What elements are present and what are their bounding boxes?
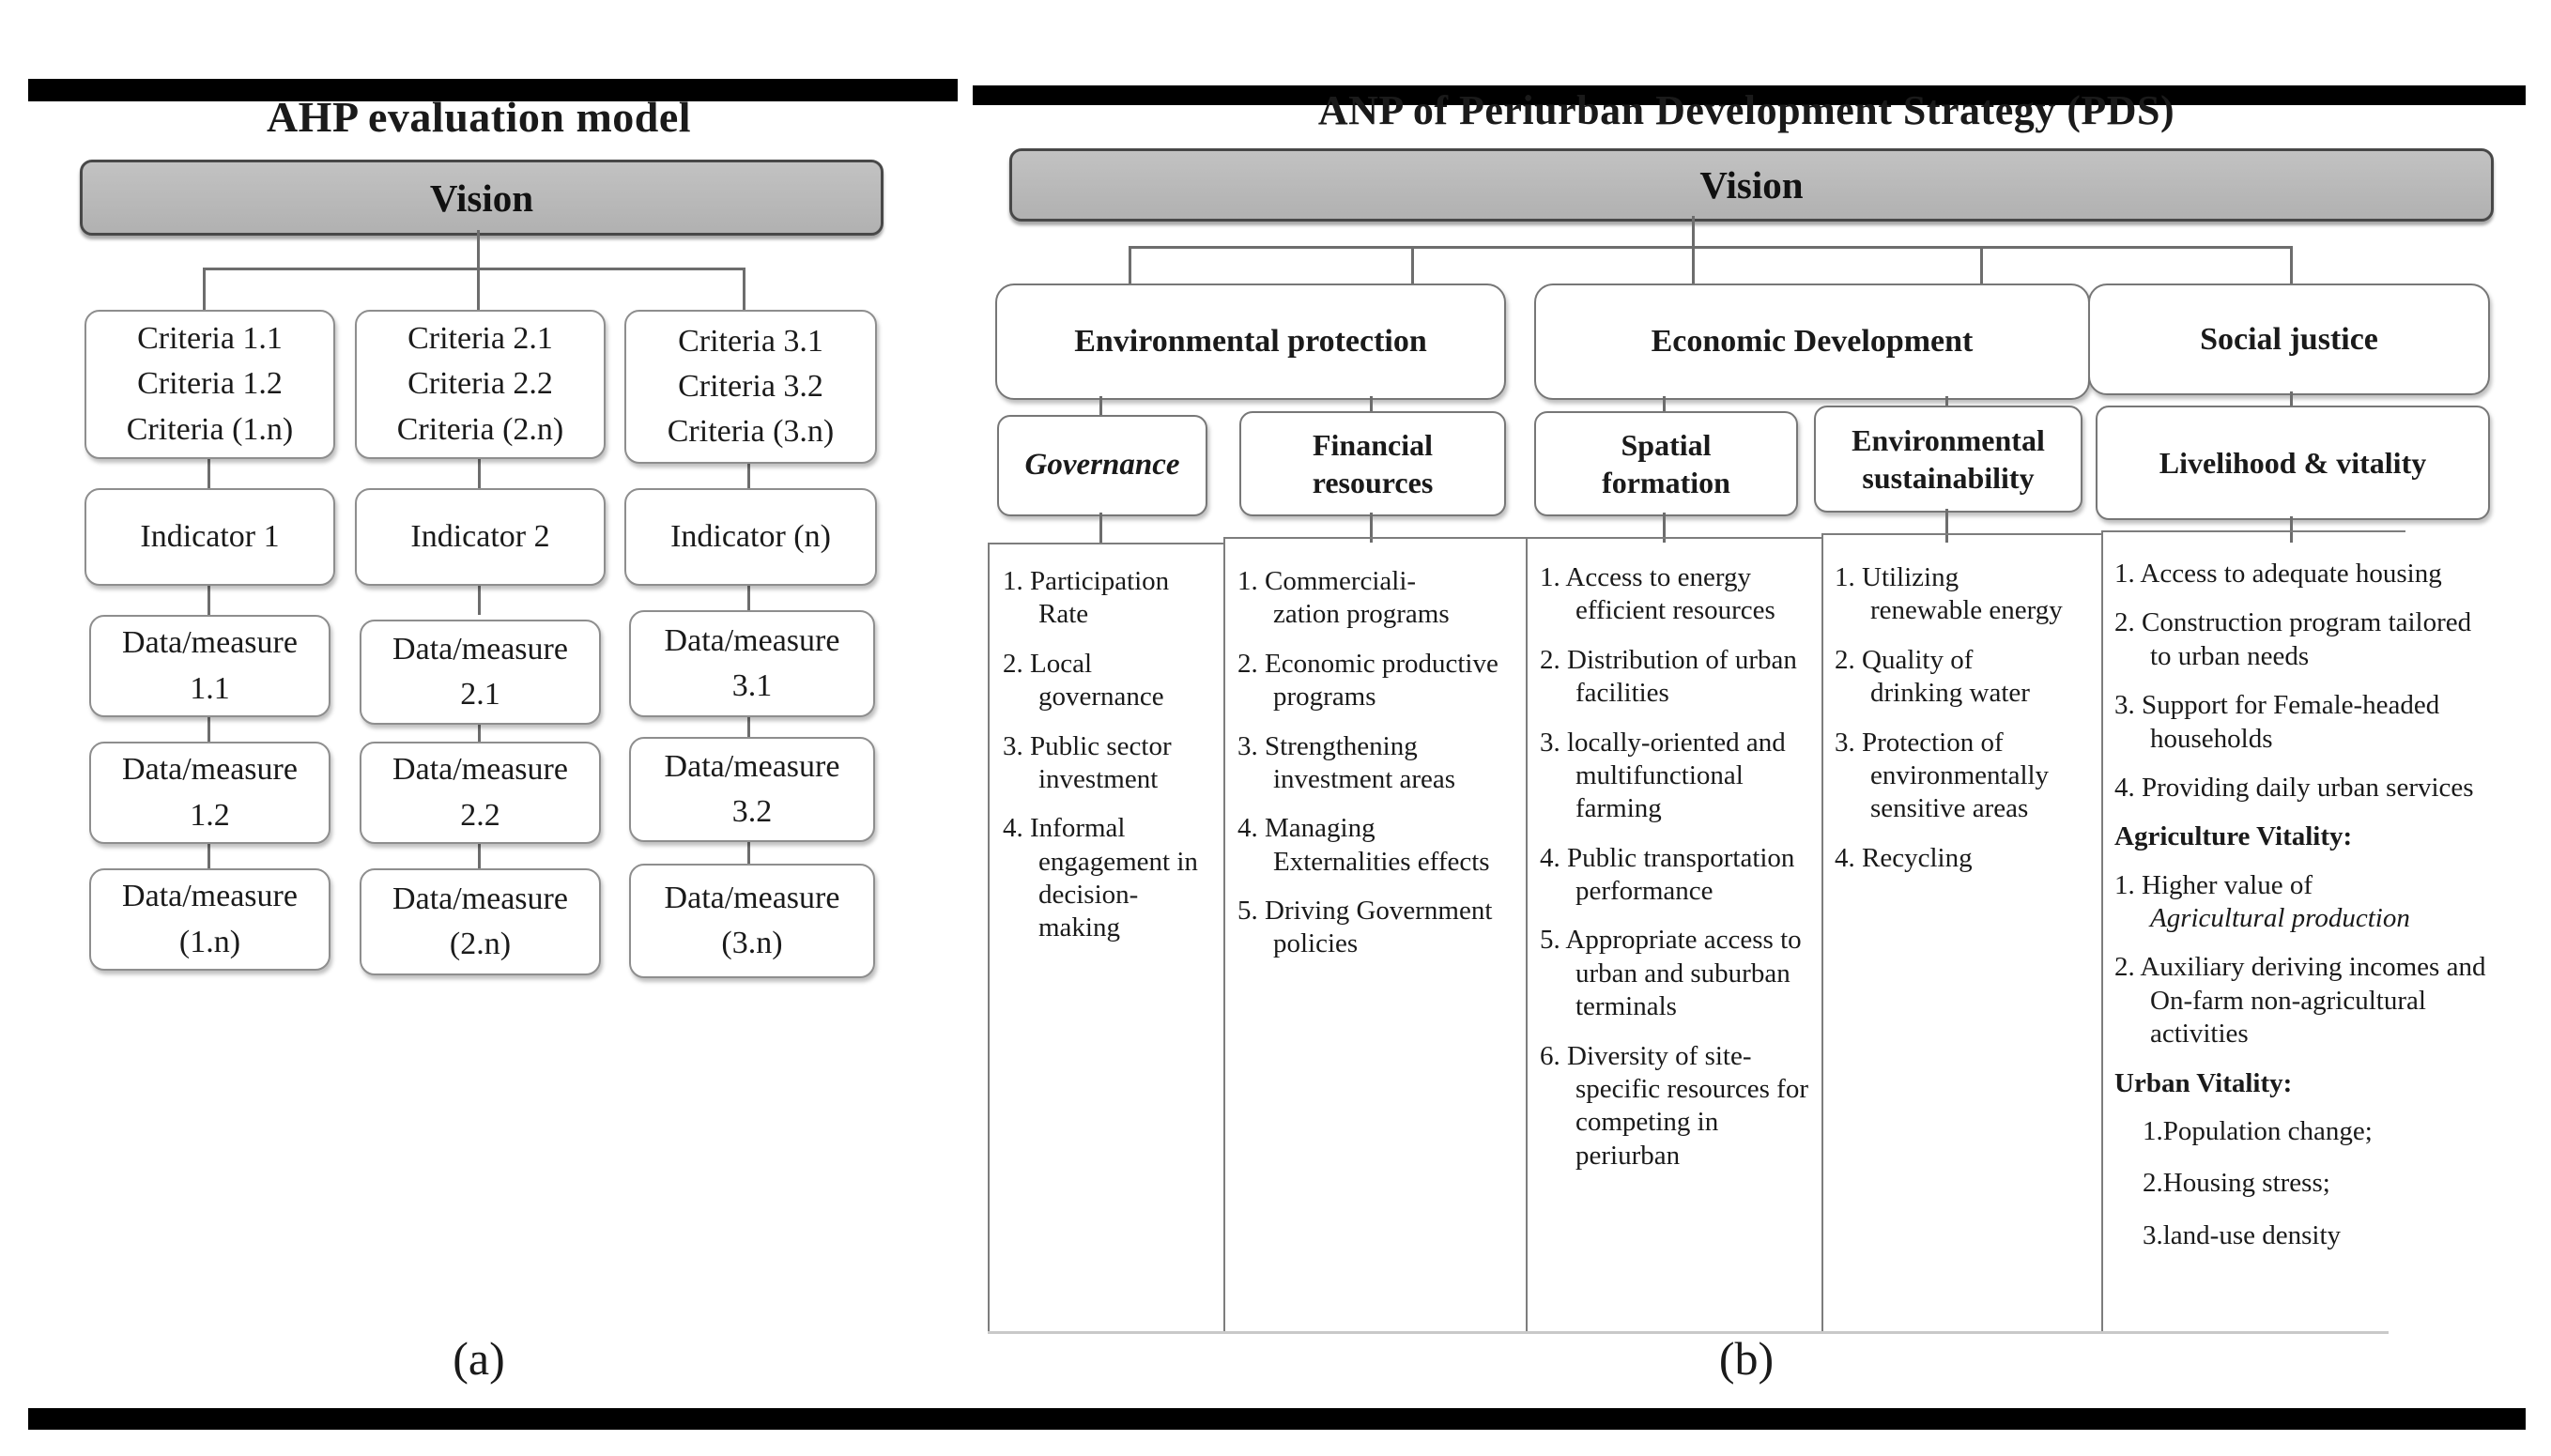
data-line: 3.1: [731, 668, 773, 703]
list-item-number: 2.: [1003, 648, 1030, 679]
connector-line: [1099, 513, 1102, 543]
strategy-box-environmental-protection: [995, 284, 1506, 400]
criteria-line: Criteria 3.1: [678, 323, 823, 359]
list-item: [1540, 644, 1814, 711]
list-item-number: 1.: [1540, 562, 1566, 592]
indicator-box-1: [85, 488, 335, 586]
list-item-text: Commerciali- zation programs: [1265, 566, 1450, 630]
list-item-text: Participation Rate: [1030, 566, 1170, 630]
list-item: [2114, 951, 2490, 1050]
data-line: (2.n): [449, 927, 512, 961]
table-border: [2101, 530, 2103, 1333]
list-item-number: 4.: [1540, 842, 1567, 873]
list-item-text: Support for Female-headed households: [2142, 690, 2440, 754]
table-border: [1526, 537, 1528, 1333]
anp-vision-label: Vision: [1699, 163, 1804, 207]
connector-line: [477, 268, 480, 310]
table-border: [1526, 537, 1823, 539]
list-item-text: Higher value of Agricultural production: [2142, 869, 2410, 933]
list-item-text: Providing daily urban services: [2142, 772, 2474, 803]
cluster-box-environmental-sustainability: [1814, 406, 2082, 513]
list-item: [2114, 869, 2490, 936]
data-box-3-1: [629, 610, 875, 717]
list-column-environmental-sustainability: [1835, 561, 2066, 891]
list-item: [1237, 895, 1514, 961]
data-box-3-2: [629, 737, 875, 842]
data-line: Data/measure: [122, 625, 298, 661]
criteria-line: Criteria 2.2: [407, 366, 553, 402]
indicator-label: Indicator (n): [670, 518, 831, 554]
table-border: [2101, 530, 2405, 532]
strategy-label: Economic Development: [1651, 324, 1974, 359]
connector-line: [478, 840, 481, 868]
list-item-text: Recycling: [1862, 842, 1973, 873]
list-item: 2.Housing stress;: [2143, 1168, 2330, 1199]
list-heading: Urban Vitality:: [2114, 1067, 2293, 1098]
list-item: [2114, 689, 2490, 756]
list-item: [1835, 561, 2066, 628]
cluster-box-livelihood-vitality: [2096, 406, 2490, 520]
list-item-number: 2.: [2114, 952, 2141, 983]
data-line: 1.1: [190, 670, 230, 706]
strategy-label: Social justice: [2200, 321, 2378, 357]
list-item-number: 5.: [1237, 896, 1265, 926]
data-box-2-3: [360, 868, 601, 975]
criteria-line: Criteria (3.n): [667, 414, 835, 450]
data-line: (1.n): [178, 924, 241, 959]
anp-title: ANP of Periurban Development Strategy (PDS): [1317, 87, 2175, 133]
strategy-box-social-justice: [2088, 284, 2490, 395]
list-item: [2114, 772, 2490, 805]
list-item-number: 4.: [1237, 813, 1265, 844]
list-item-text: Quality of drinking water: [1862, 644, 2030, 709]
cluster-box-financial-resources: [1239, 411, 1506, 516]
data-line: Data/measure: [664, 880, 840, 915]
strategy-box-economic-development: [1534, 284, 2090, 400]
data-line: Data/measure: [392, 752, 568, 788]
table-border: [1821, 533, 2103, 535]
list-item-number: 5.: [1540, 925, 1566, 956]
list-item: [1003, 812, 1213, 945]
list-item: [1835, 842, 2066, 875]
table-border: [1223, 537, 1225, 1333]
list-item-text: Distribution of urban facilities: [1567, 644, 1797, 709]
bottom-rule: [28, 1408, 2526, 1430]
list-column-livelihood-vitality: [2114, 558, 2490, 1271]
list-item-text: Public transportation performance: [1567, 842, 1795, 906]
list-item-number: 4.: [1003, 813, 1030, 844]
list-item-number: 1.: [2114, 559, 2141, 589]
list-item-number: 1.: [2114, 869, 2142, 900]
connector-line: [1980, 246, 1983, 284]
list-column-governance: [1003, 565, 1213, 961]
list-item: [1835, 727, 2066, 826]
data-line: 2.1: [460, 677, 500, 712]
cluster-label: Governance: [1024, 448, 1180, 483]
list-item-number: 2.: [2114, 607, 2142, 638]
list-item: [1003, 648, 1213, 714]
list-item-number: 3.: [2114, 690, 2142, 721]
connector-line: [1129, 246, 2293, 249]
indicator-label: Indicator 2: [410, 518, 550, 554]
connector-line: [1692, 216, 1695, 246]
list-item: [1003, 730, 1213, 797]
connector-line: [207, 582, 210, 615]
criteria-line: Criteria 1.1: [137, 321, 283, 357]
data-box-1-1: [89, 615, 330, 717]
list-item: [1835, 644, 2066, 711]
indicator-label: Indicator 1: [140, 518, 280, 554]
list-item: [1237, 730, 1514, 797]
data-box-3-3: [629, 864, 875, 978]
data-line: (3.n): [721, 926, 783, 960]
list-heading: Agriculture Vitality:: [2114, 821, 2353, 852]
ahp-title: AHP evaluation model: [266, 93, 692, 141]
list-item: [2114, 606, 2490, 673]
list-item-number: 1.: [1835, 562, 1862, 592]
list-item-text: Economic productive programs: [1265, 648, 1498, 713]
list-item-number: 1.: [1003, 566, 1030, 596]
data-box-2-1: [360, 620, 601, 725]
data-line: 2.2: [460, 797, 500, 833]
list-item-text: Appropriate access to urban and suburban terminals: [1565, 925, 1802, 1022]
data-line: Data/measure: [392, 631, 568, 667]
ahp-vision-label: Vision: [429, 176, 534, 220]
list-item-text: Auxiliary deriving incomes and On-farm non-agricultural activities: [2140, 952, 2486, 1050]
cluster-label: Livelihood & vitality: [2159, 446, 2427, 480]
anp-vision-bar: [1009, 148, 2494, 222]
criteria-line: Criteria 2.1: [407, 321, 553, 357]
list-item-text: Strengthening investment areas: [1265, 730, 1456, 794]
list-item-number: 4.: [2114, 772, 2142, 803]
list-item: 3.land-use density: [2143, 1219, 2342, 1250]
list-item-number: 3.: [1003, 730, 1030, 761]
connector-line: [478, 455, 481, 488]
data-line: Data/measure: [392, 881, 568, 916]
connector-line: [207, 840, 210, 868]
list-item-number: 2.: [1540, 644, 1567, 675]
connector-line: [203, 268, 206, 310]
table-border: [988, 543, 990, 1333]
cluster-label: Financial resources: [1312, 428, 1434, 499]
criteria-line: Criteria 3.2: [678, 368, 823, 404]
table-border: [1223, 537, 1528, 539]
list-item: [1003, 565, 1213, 632]
data-box-1-2: [89, 742, 330, 844]
criteria-line: Criteria (1.n): [126, 411, 294, 447]
list-column-spatial-formation: [1540, 561, 1814, 1188]
connector-line: [1692, 246, 1695, 284]
criteria-line: Criteria (2.n): [396, 411, 564, 447]
list-item-text: Public sector investment: [1030, 730, 1172, 794]
list-item: [1540, 727, 1814, 826]
list-item-number: 3.: [1540, 727, 1567, 758]
list-item-number: 6.: [1540, 1040, 1567, 1071]
list-item: [1237, 812, 1514, 879]
data-line: Data/measure: [122, 879, 298, 914]
cluster-box-governance: [997, 415, 1207, 516]
list-item-text: Diversity of site-specific resources for competing in periurban: [1567, 1040, 1808, 1171]
data-box-2-2: [360, 742, 601, 844]
data-line: Data/measure: [664, 748, 840, 784]
cluster-label: Spatial formation: [1602, 428, 1730, 499]
connector-line: [203, 268, 745, 270]
list-item-number: 4.: [1835, 842, 1862, 873]
cluster-label: Environmental sustainability: [1852, 423, 2045, 495]
list-item-text: Driving Government policies: [1265, 896, 1493, 959]
list-item-text: Protection of environmentally sensitive areas: [1862, 727, 2050, 824]
table-border: [1821, 533, 1823, 1333]
connector-line: [743, 268, 745, 310]
connector-line: [1411, 246, 1414, 284]
connector-line: [477, 230, 480, 268]
criteria-box-3: [624, 310, 877, 464]
strategy-label: Environmental protection: [1074, 324, 1427, 359]
criteria-line: Criteria 1.2: [137, 366, 283, 402]
ahp-vision-bar: [80, 160, 884, 236]
subfigure-label-b: (b): [1718, 1332, 1775, 1385]
data-line: Data/measure: [664, 622, 840, 658]
list-item: [1540, 561, 1814, 628]
criteria-box-2: [355, 310, 606, 459]
connector-line: [207, 713, 210, 742]
list-item-number: 3.: [1835, 727, 1862, 758]
list-item: [1540, 1040, 1814, 1173]
criteria-box-1: [85, 310, 335, 459]
connector-line: [478, 582, 481, 615]
list-item-text: Construction program tailored to urban needs: [2142, 607, 2472, 671]
connector-line: [2290, 516, 2293, 543]
subfigure-label-a: (a): [453, 1332, 505, 1385]
list-item-text: Utilizing renewable energy: [1862, 562, 2063, 626]
list-item-text: Informal engagement in decision-making: [1030, 813, 1198, 943]
indicator-box-3: [624, 488, 877, 586]
list-column-financial-resources: [1237, 565, 1514, 977]
connector-line: [1129, 246, 1131, 284]
connector-line: [2290, 246, 2293, 284]
list-item: [1540, 842, 1814, 909]
list-item: [1237, 648, 1514, 714]
list-item: [2114, 558, 2490, 590]
list-item: [1540, 924, 1814, 1023]
list-item-text: Managing Externalities effects: [1265, 813, 1490, 877]
list-item-text: Access to adequate housing: [2140, 559, 2442, 589]
connector-line: [1099, 396, 1102, 415]
list-item: [1237, 565, 1514, 632]
data-line: 1.2: [190, 797, 230, 833]
connector-line: [207, 455, 210, 488]
data-line: 3.2: [731, 794, 773, 829]
list-item-text: locally-oriented and multifunctional farming: [1567, 727, 1786, 824]
list-item-number: 2.: [1835, 644, 1862, 675]
connector-line: [1945, 509, 1948, 543]
cluster-box-spatial-formation: [1534, 411, 1798, 516]
list-item-number: 3.: [1237, 730, 1265, 761]
data-box-1-3: [89, 868, 330, 971]
data-line: Data/measure: [122, 752, 298, 788]
list-item-text: Access to energy efficient resources: [1565, 562, 1775, 626]
list-item: 1.Population change;: [2143, 1115, 2373, 1146]
list-item-number: 1.: [1237, 566, 1265, 596]
table-border: [988, 543, 1225, 544]
list-item-text: Local governance: [1030, 648, 1164, 713]
list-item-number: 2.: [1237, 648, 1265, 679]
indicator-box-2: [355, 488, 606, 586]
